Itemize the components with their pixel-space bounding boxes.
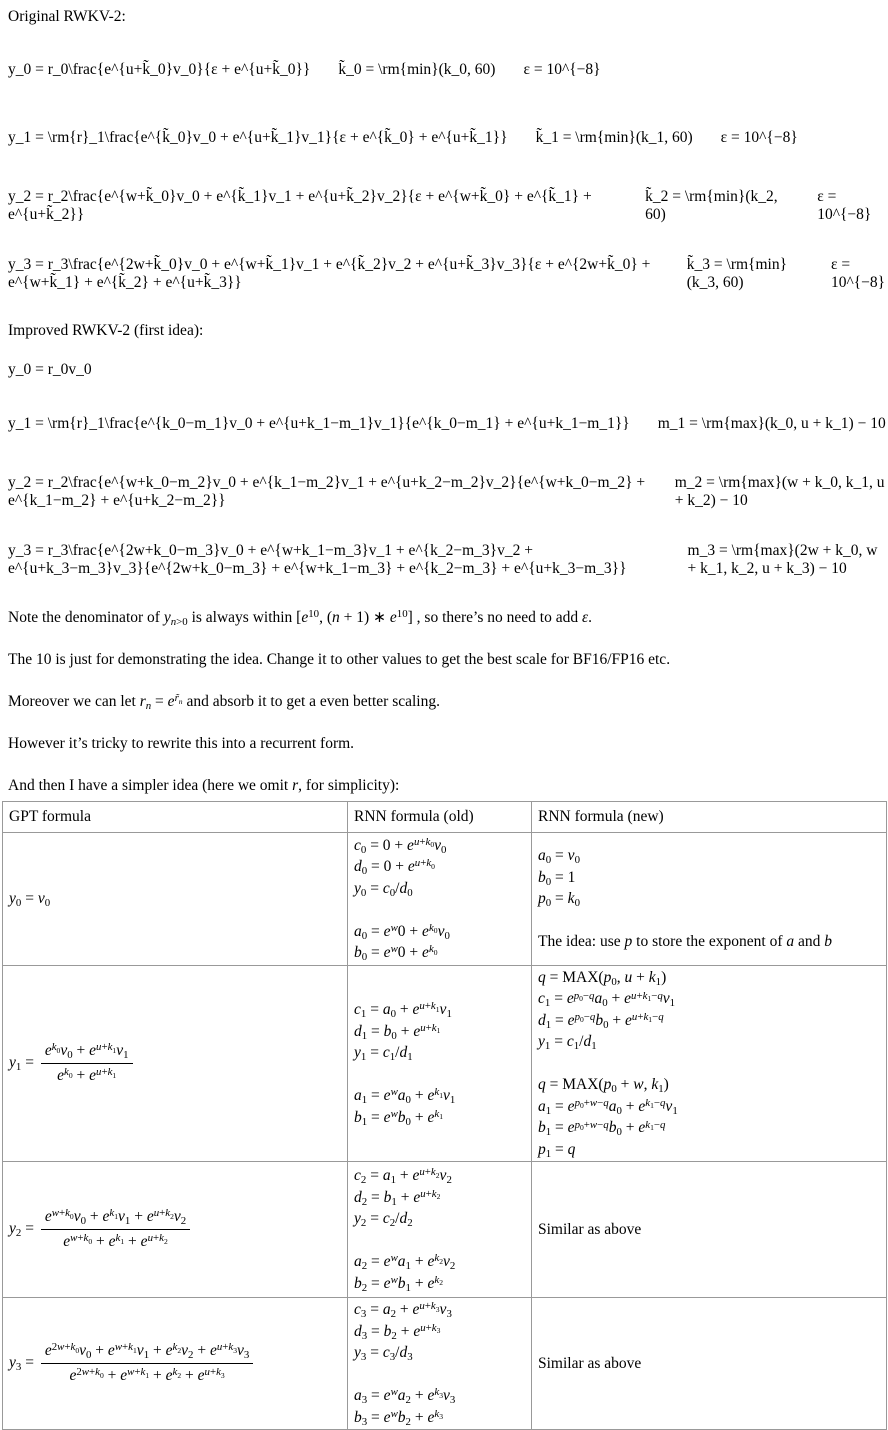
table-row-y3 [3,1298,887,1430]
cell-gpt-y0: $y_0 = v_0$ [3,833,348,966]
cell-old-y3: $c_3 = a_2 + e^{u+k_3}v_3$ $d_3 = b_2 + e^{u+k_3}$ $y_3 = c_3/d_3$ $a_3 = e^wa_2 + e^{k_3}v_3$ $b_3 = e^wb_2 + e^{k_3}$ [348,1298,532,1430]
equation-y2-max-condition: m_2 = \rm{max}(w + k_0, k_1, u + k_2) − 10 [674,474,885,509]
cell-new-y2: Similar as above [532,1162,887,1298]
original-section-title: Original RWKV-2: [8,8,126,25]
original-equation-y0 [8,46,888,94]
cell-gpt-y2: $y_2$ = $\frac{e^{w+k_0}v_0 + e^{k_1}v_1 + e^{u+k_2}v_2}{e^{w+k_0} + e^{k_1} + e^{u+k_2}}$ [3,1162,348,1298]
improved-equation-y0 [8,360,888,380]
equation-y0: y_0 = r_0\frac{e^{u+k̃_0}v_0}{ε + e^{u+k̃_0}} [8,61,311,78]
equation-y1-max-condition: m_1 = \rm{max}(k_0, u + k_1) − 10 [657,415,886,432]
cell-old-y0: $c_0 = 0 + e^{u+k_0}v_0$ $d_0 = 0 + e^{u+k_0}$ $y_0 = c_0/d_0$ $a_0 = e^w0 + e^{k_0}v_0$ $b_0 = e^w0 + e^{k_0}$ [348,833,532,966]
equation-y0-improved: y_0 = r_0v_0 [8,361,92,378]
original-equation-y2 [8,182,888,230]
equation-y3-improved: y_3 = r_3\frac{e^{2w+k_0−m_3}v_0 + e^{w+k_1−m_3}v_1 + e^{k_2−m_3}v_2 + e^{u+k_3−m_3}v_3}{e^{2w+k_0−m_3} + e^{w+k_1−m_3} + e^{k_2−m_3} + e^{u+k_3−m_3}} [8,542,627,577]
table-header-row [3,802,887,833]
improved-equation-y3 [8,536,888,584]
equation-y2-epsilon: ε = 10^{−8} [817,188,872,223]
improved-equation-y1 [8,400,888,448]
equation-y3: y_3 = r_3\frac{e^{2w+k̃_0}v_0 + e^{w+k̃_1}v_1 + e^{k̃_2}v_2 + e^{u+k̃_3}v_3}{ε + e^{2w+k̃_0} + e^{w+k̃_1} + e^{k̃_2} + e^{u+k̃_3}} [8,256,651,291]
original-equation-y1 [8,114,888,162]
cell-new-y3: Similar as above [532,1298,887,1430]
cell-gpt-y3: $y_3$ = $\frac{e^{2w+k_0}v_0 + e^{w+k_1}v_1 + e^{k_2}v_2 + e^{u+k_3}v_3}{e^{2w+k_0} + e^{w+k_1} + e^{k_2} + e^{u+k_3}}$ [3,1298,348,1430]
equation-y3-max-condition: m_3 = \rm{max}(2w + k_0, w + k_1, k_2, u + k_3) − 10 [687,542,878,577]
equation-y0-condition: k̃_0 = \rm{min}(k_0, 60) [338,61,496,78]
scale-paragraph: The 10 is just for demonstrating the idea. Change it to other values to get the best scale for BF16/FP16 etc. [8,651,671,668]
cell-old-y1: $c_1 = a_0 + e^{u+k_1}v_1$ $d_1 = b_0 + e^{u+k_1}$ $y_1 = c_1/d_1$ $a_1 = e^wa_0 + e^{k_1}v_1$ $b_1 = e^wb_0 + e^{k_1}$ [348,966,532,1162]
equation-y1-epsilon: ε = 10^{−8} [720,129,798,146]
header-gpt-formula: GPT formula [3,802,348,833]
tricky-paragraph: However it’s tricky to rewrite this into a recurrent form. [8,735,355,752]
cell-gpt-y1: $y_1$ = $\frac{e^{k_0}v_0 + e^{u+k_1}v_1}{e^{k_0} + e^{u+k_1}}$ [3,966,348,1162]
equation-y1-improved: y_1 = \rm{r}_1\frac{e^{k_0−m_1}v_0 + e^{u+k_1−m_1}v_1}{e^{k_0−m_1} + e^{u+k_1−m_1}} [8,415,630,432]
absorb-r-paragraph: Moreover we can let $r_n = e^{r̃_n}$ and absorb it to get a even better scaling. [8,692,440,713]
formula-comparison-table [2,801,887,1430]
improved-section-title: Improved RWKV-2 (first idea): [8,322,204,339]
original-equation-y3 [8,250,888,298]
equation-y3-epsilon: ε = 10^{−8} [830,256,886,291]
equation-y2: y_2 = r_2\frac{e^{w+k̃_0}v_0 + e^{k̃_1}v_1 + e^{u+k̃_2}v_2}{ε + e^{w+k̃_0} + e^{k̃_1} + e^{u+k̃_2}} [8,188,592,223]
simpler-idea-paragraph: And then I have a simpler idea (here we omit r, for simplicity): [8,777,400,794]
equation-y3-condition: k̃_3 = \rm{min}(k_3, 60) [686,256,788,291]
cell-new-y1: $q = MAX(p_0$, $u + k_1$) $c_1 = e^{p_0-q}a_0 + e^{u+k_1-q}v_1$ $d_1 = e^{p_0-q}b_0 + e^{u+k_1-q}$ $y_1 = c_1/d_1$ $q = MAX(p_0 + w$, $k_1$) $a_1 = e^{p_0+w-q}a_0 + e^{k_1-q}v_1$ $b_1 = e^{p_0+w-q}b_0 + e^{k_1-q}$ $p_1 = q$ [532,966,887,1162]
table-row-y2 [3,1162,887,1298]
equation-y1: y_1 = \rm{r}_1\frac{e^{k̃_0}v_0 + e^{u+k̃_1}v_1}{ε + e^{k̃_0} + e^{u+k̃_1}} [8,129,508,146]
equation-y1-condition: k̃_1 = \rm{min}(k_1, 60) [535,129,693,146]
equation-y2-condition: k̃_2 = \rm{min}(k_2, 60) [645,188,778,223]
table-row-y1 [3,966,887,1162]
equation-y2-improved: y_2 = r_2\frac{e^{w+k_0−m_2}v_0 + e^{k_1−m_2}v_1 + e^{u+k_2−m_2}v_2}{e^{w+k_0−m_2} + e^{k_1−m_2} + e^{u+k_2−m_2}} [8,474,646,509]
improved-equation-y2 [8,468,888,516]
header-rnn-formula-new: RNN formula (new) [532,802,887,833]
note-denominator-paragraph: Note the denominator of $y_{n>0}$ is always within [$e^{10}$, (n + 1) ∗ $e^{10}$] , so there’s no need to add ε. [8,608,592,629]
cell-new-y0: $a_0 = v_0$ $b_0 = 1$ $p_0 = k_0$ The idea: use p to store the exponent of a and b [532,833,887,966]
cell-old-y2: $c_2 = a_1 + e^{u+k_2}v_2$ $d_2 = b_1 + e^{u+k_2}$ $y_2 = c_2/d_2$ $a_2 = e^wa_1 + e^{k_2}v_2$ $b_2 = e^wb_1 + e^{k_2}$ [348,1162,532,1298]
equation-y0-epsilon: ε = 10^{−8} [523,61,601,78]
header-rnn-formula-old: RNN formula (old) [348,802,532,833]
table-row-y0 [3,833,887,966]
